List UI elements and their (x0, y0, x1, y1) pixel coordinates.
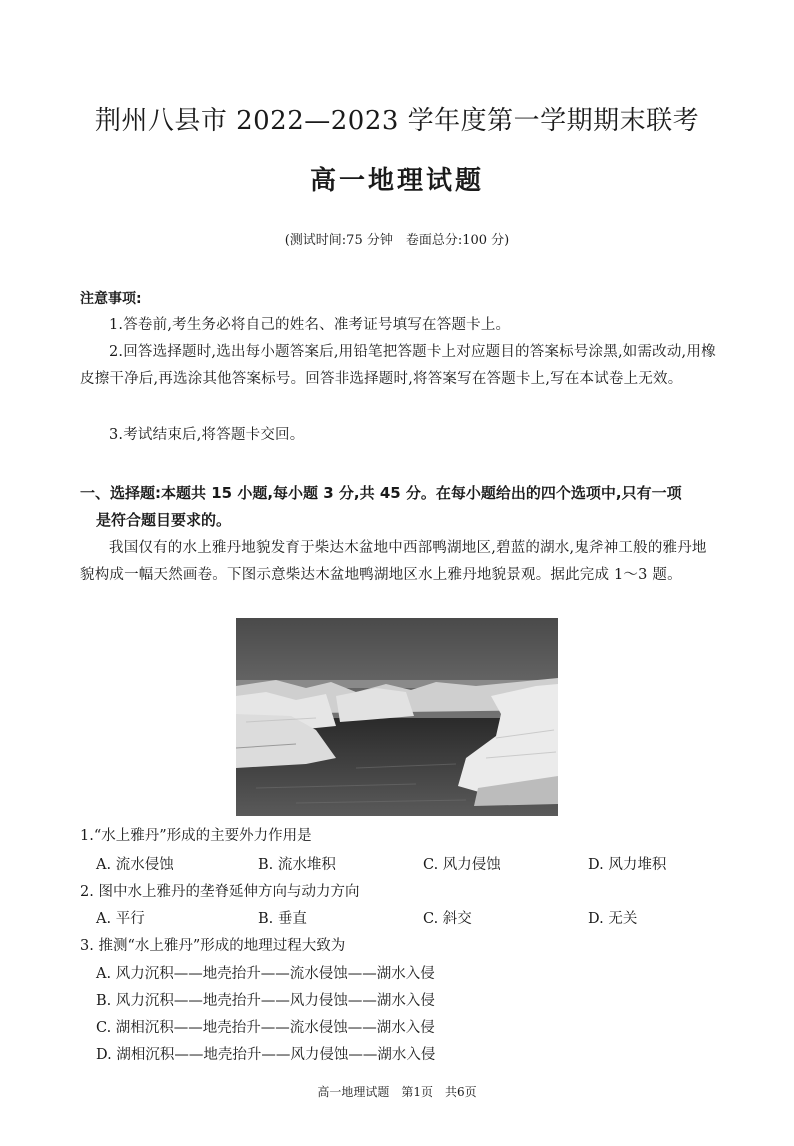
page-footer: 高一地理试题 第1页 共6页 (317, 1085, 477, 1099)
exam-subtitle: 高一地理试题 (309, 166, 484, 196)
section-intro: 我国仅有的水上雅丹地貌发育于柴达木盆地中西部鸭湖地区,碧蓝的湖水,鬼斧神工般的雅丹地貌构成一幅天然画卷。下图示意柴达木盆地鸭湖地区水上雅丹地貌景观。据此完成 1～3 题。 (80, 540, 707, 583)
question-3-option-a: A. 风力沉积——地壳抬升——流水侵蚀——湖水入侵 (96, 966, 435, 982)
question-1-stem: 1.“水上雅丹”形成的主要外力作用是 (80, 828, 312, 844)
option-c: C. 风力侵蚀 (423, 857, 501, 873)
yardang-photo-graphic (236, 618, 558, 816)
notice-item-3: 3.考试结束后,将答题卡交回。 (109, 427, 305, 443)
notice-heading: 注意事项: (80, 291, 142, 307)
option-c: C. 斜交 (423, 911, 472, 927)
exam-title: 荆州八县市 2022—2023 学年度第一学期期末联考 (94, 106, 700, 136)
section-heading-line2: 是符合题目要求的。 (96, 511, 232, 529)
question-3-option-c: C. 湖相沉积——地壳抬升——流水侵蚀——湖水入侵 (96, 1020, 435, 1036)
section-heading-line1: 一、选择题:本题共 15 小题,每小题 3 分,共 45 分。在每小题给出的四个选项中,只有一项 (80, 484, 682, 502)
question-3-option-b: B. 风力沉积——地壳抬升——风力侵蚀——湖水入侵 (96, 993, 435, 1009)
option-d: D. 风力堆积 (588, 857, 667, 873)
question-2-stem: 2. 图中水上雅丹的垄脊延伸方向与动力方向 (80, 884, 360, 900)
question-3-stem: 3. 推测“水上雅丹”形成的地理过程大致为 (80, 938, 346, 954)
option-b: B. 流水堆积 (258, 857, 336, 873)
option-b: B. 垂直 (258, 911, 307, 927)
yardang-landscape-photo (236, 618, 558, 816)
notice-item-2: 2.回答选择题时,选出每小题答案后,用铅笔把答题卡上对应题目的答案标号涂黑,如需改动,用橡皮擦干净后,再选涂其他答案标号。回答非选择题时,将答案写在答题卡上,写在本试卷上无效。 (80, 344, 716, 387)
notice-item-1: 1.答卷前,考生务必将自己的姓名、准考证号填写在答题卡上。 (109, 317, 511, 333)
option-a: A. 平行 (96, 911, 145, 927)
option-a: A. 流水侵蚀 (96, 857, 174, 873)
option-d: D. 无关 (588, 911, 638, 927)
exam-meta: (测试时间:75 分钟 卷面总分:100 分) (284, 233, 510, 248)
question-3-option-d: D. 湖相沉积——地壳抬升——风力侵蚀——湖水入侵 (96, 1047, 436, 1063)
section-heading (80, 480, 720, 534)
